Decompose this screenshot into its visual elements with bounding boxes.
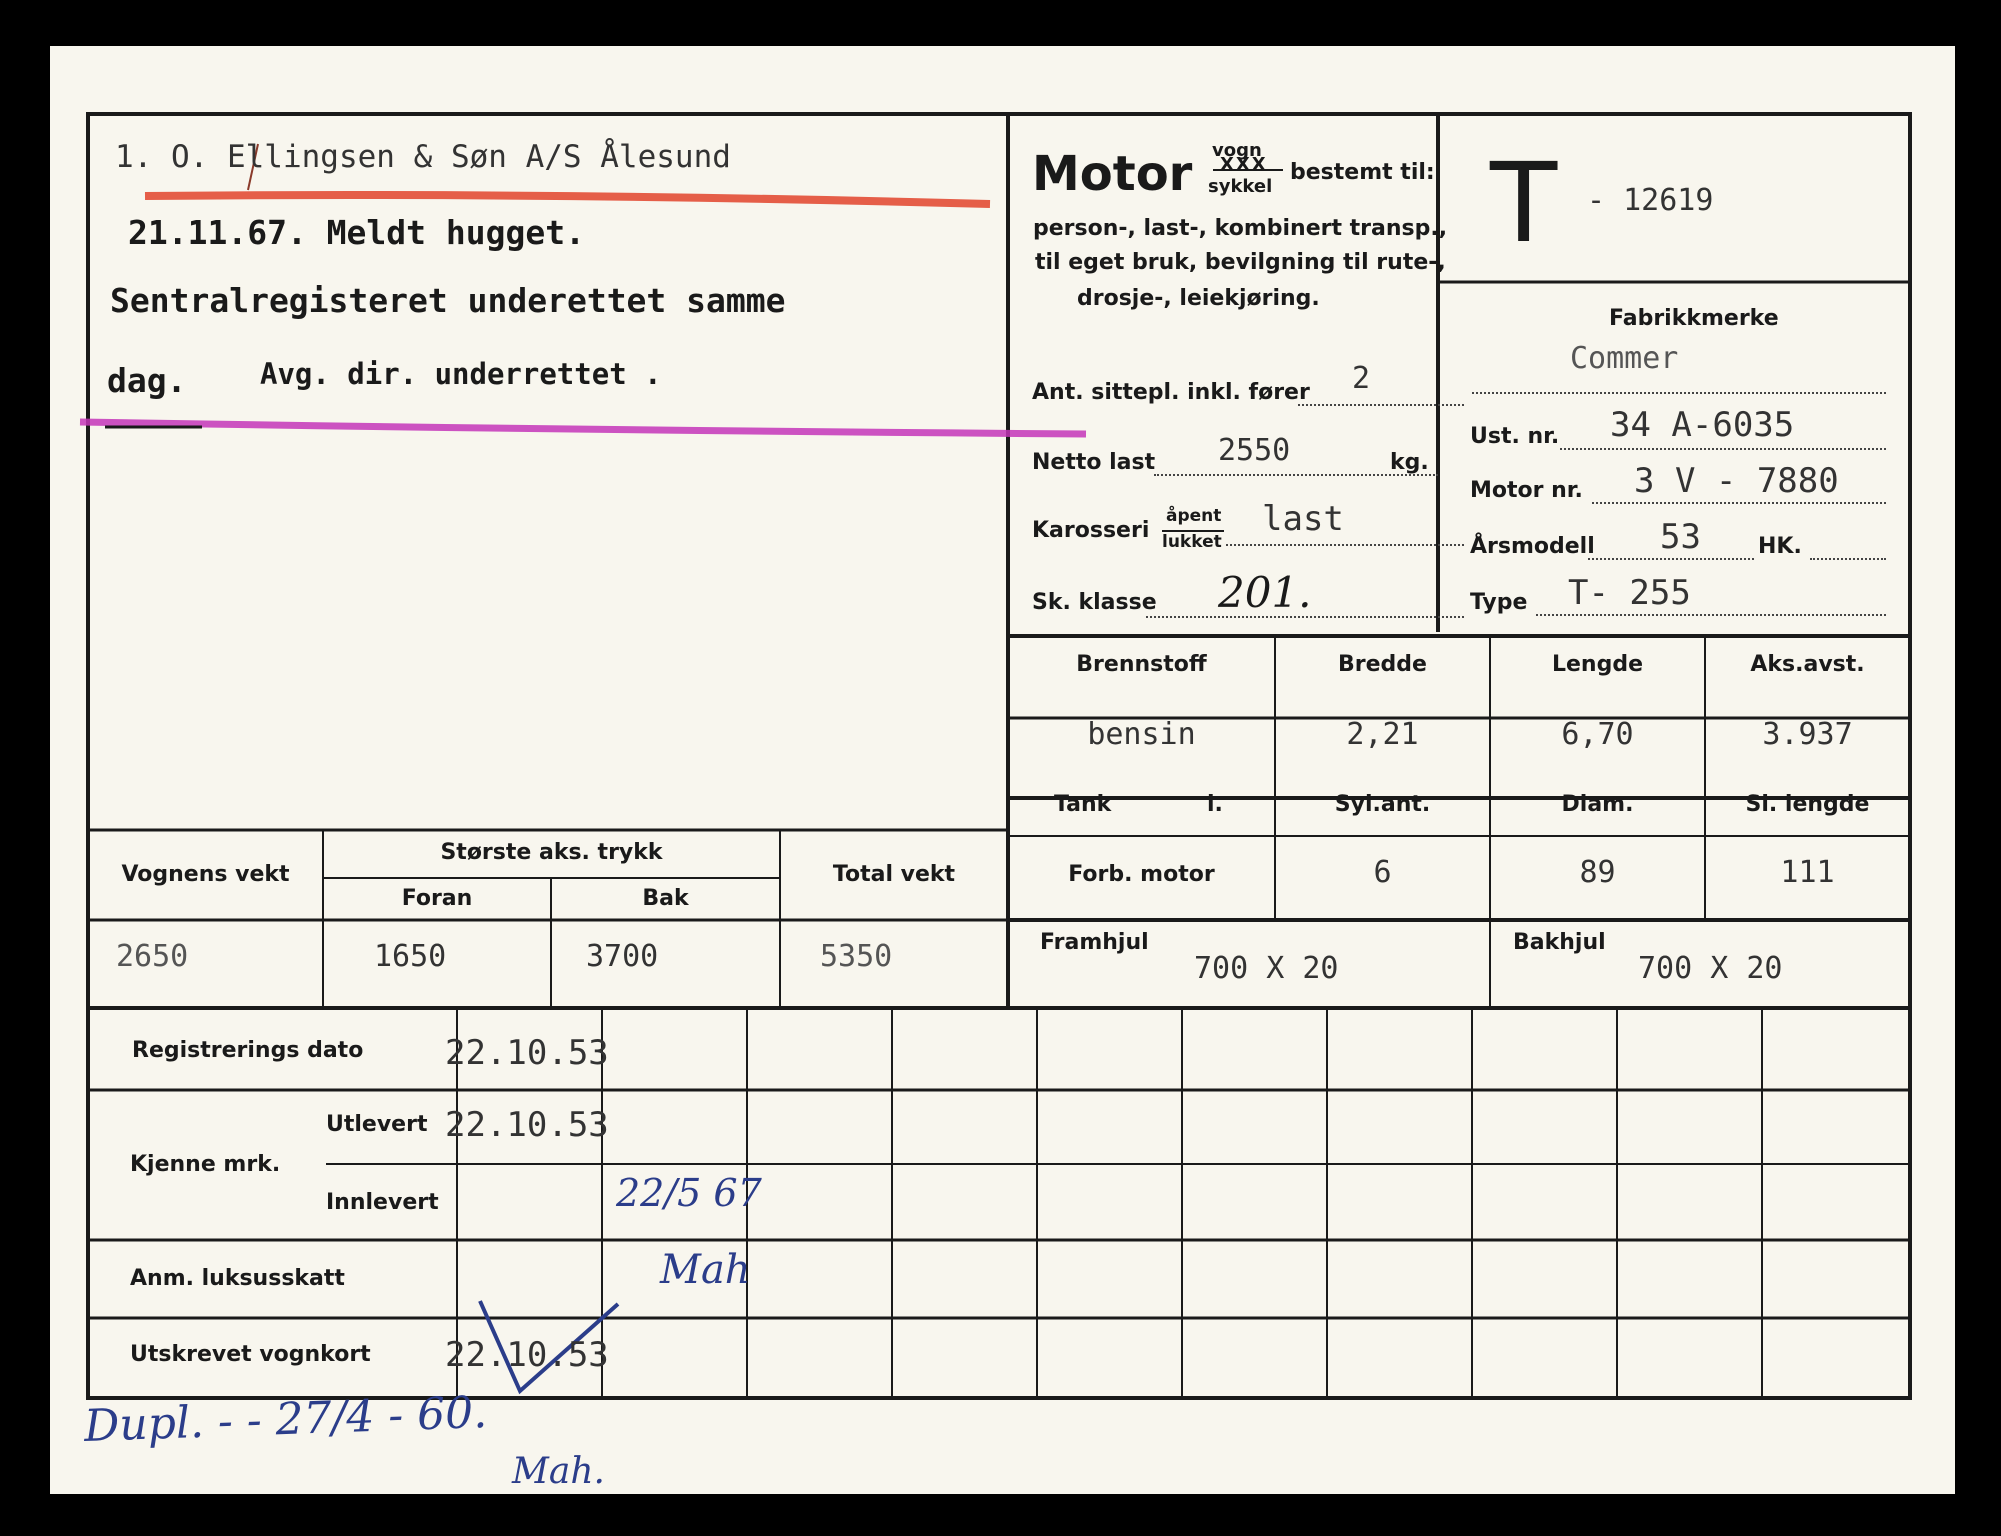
fabrikkmerke-value: Commer — [1570, 341, 1679, 376]
sl-lengde-header: Sl. lengde — [1745, 792, 1870, 817]
purpose-line-3: drosje-, leiekjøring. — [1077, 286, 1320, 311]
seats-value: 2 — [1352, 361, 1371, 396]
owner-line: 1. O. Ellingsen & Søn A/S Ålesund — [115, 139, 731, 175]
lengde-value: 6,70 — [1561, 717, 1634, 752]
bakhjul-label: Bakhjul — [1513, 930, 1606, 955]
anm-luksusskatt-label: Anm. luksusskatt — [130, 1266, 345, 1291]
bak-header: Bak — [642, 886, 689, 911]
motor-title: Motor — [1032, 146, 1193, 202]
netto-value: 2550 — [1218, 433, 1291, 468]
aksavst-value: 3.937 — [1762, 717, 1853, 752]
sylant-value: 6 — [1373, 855, 1392, 890]
diam-value: 89 — [1579, 855, 1616, 890]
foran-header: Foran — [401, 886, 473, 911]
brennstoff-value: bensin — [1087, 717, 1196, 752]
brennstoff-header: Brennstoff — [1076, 652, 1207, 677]
struck-mark: XXX — [1220, 154, 1268, 175]
netto-label: Netto last — [1032, 450, 1156, 475]
vehicle-registration-card — [50, 46, 1955, 1494]
sk-klasse-value: 201. — [1218, 568, 1312, 617]
ust-nr-label: Ust. nr. — [1470, 424, 1560, 449]
arsmodell-label: Årsmodell — [1470, 534, 1595, 559]
hk-label: HK. — [1758, 534, 1802, 559]
apent-label: åpent — [1166, 506, 1222, 526]
diam-header: Diam. — [1561, 792, 1634, 817]
karosseri-label: Karosseri — [1032, 518, 1150, 543]
framhjul-value: 700 X 20 — [1194, 951, 1339, 986]
vognens-vekt-header: Vognens vekt — [121, 862, 290, 887]
utskrevet-value: 22.10.53 — [445, 1335, 609, 1375]
motor-nr-value: 3 V - 7880 — [1634, 461, 1839, 501]
scrapped-note: 21.11.67. Meldt hugget. — [128, 213, 585, 252]
aksavst-header: Aks.avst. — [1750, 652, 1865, 677]
registry-note-day: dag. — [107, 361, 187, 400]
storste-aks-header: Største aks. trykk — [440, 840, 663, 865]
sl-lengde-value: 111 — [1780, 855, 1835, 890]
foran-value: 1650 — [374, 939, 447, 974]
purpose-line-1: person-, last-, kombinert transp., — [1033, 216, 1448, 241]
seats-label: Ant. sittepl. inkl. fører — [1032, 380, 1310, 405]
framhjul-label: Framhjul — [1040, 930, 1149, 955]
ust-nr-value: 34 A-6035 — [1610, 405, 1795, 445]
registration-number: - 12619 — [1587, 183, 1714, 218]
netto-unit: kg. — [1390, 450, 1429, 475]
utlevert-value: 22.10.53 — [445, 1105, 609, 1145]
bestemt-label: bestemt til: — [1290, 160, 1435, 185]
kjenne-mrk-label: Kjenne mrk. — [130, 1152, 281, 1177]
motor-nr-label: Motor nr. — [1470, 478, 1583, 503]
arsmodell-value: 53 — [1660, 517, 1701, 557]
bakhjul-value: 700 X 20 — [1638, 951, 1783, 986]
bredde-header: Bredde — [1338, 652, 1427, 677]
karosseri-value: last — [1262, 499, 1344, 539]
tank-header: Tank — [1054, 792, 1112, 817]
registration-letter: T — [1490, 139, 1558, 267]
innlevert-value: 22/5 67 — [616, 1171, 762, 1215]
lukket-label: lukket — [1162, 532, 1222, 552]
purpose-line-2: til eget bruk, bevilgning til rute-, — [1035, 250, 1446, 275]
sykkel-label: sykkel — [1208, 176, 1273, 197]
tank-unit: l. — [1207, 792, 1223, 817]
duplicate-note: Dupl. - - 27/4 - 60. — [83, 1386, 488, 1453]
signature: Mah. — [512, 1451, 605, 1492]
vogn-label: vogn — [1212, 140, 1262, 161]
registry-note: Sentralregisteret underettet samme — [110, 281, 786, 320]
sk-klasse-label: Sk. klasse — [1032, 590, 1157, 615]
reg-dato-value: 22.10.53 — [445, 1033, 609, 1073]
vognens-vekt-value: 2650 — [116, 939, 189, 974]
utlevert-label: Utlevert — [326, 1112, 428, 1137]
type-value: T- 255 — [1568, 573, 1691, 613]
utskrevet-label: Utskrevet vognkort — [130, 1342, 371, 1367]
total-vekt-value: 5350 — [820, 939, 893, 974]
type-label: Type — [1470, 590, 1528, 615]
bak-value: 3700 — [586, 939, 659, 974]
lengde-header: Lengde — [1551, 652, 1644, 677]
fabrikkmerke-label: Fabrikkmerke — [1609, 306, 1779, 331]
red-underline — [145, 195, 990, 204]
innlevert-label: Innlevert — [326, 1190, 439, 1215]
magenta-underline — [80, 422, 1086, 434]
sylant-header: Syl.ant. — [1334, 792, 1431, 817]
reg-dato-label: Registrerings dato — [132, 1038, 364, 1063]
forb-motor-label: Forb. motor — [1068, 862, 1215, 887]
avg-dir-note: Avg. dir. underrettet . — [260, 357, 662, 391]
anm-luksusskatt-value: Mah — [660, 1247, 751, 1293]
total-vekt-header: Total vekt — [832, 862, 956, 887]
bredde-value: 2,21 — [1346, 717, 1419, 752]
